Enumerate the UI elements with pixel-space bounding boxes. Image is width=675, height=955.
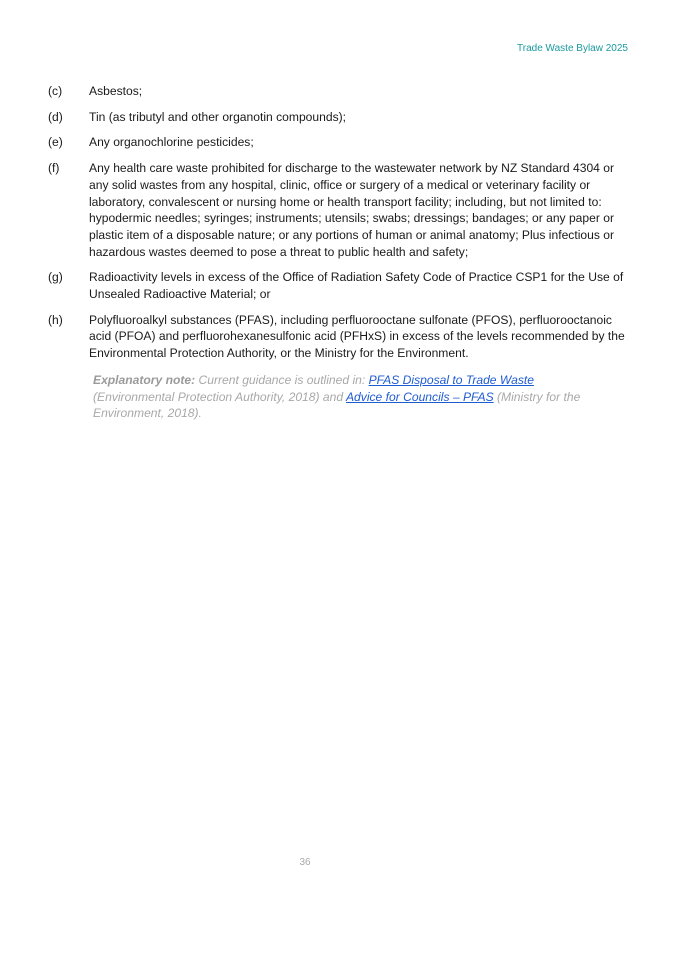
advice-for-councils-link[interactable]: Advice for Councils – PFAS: [345, 389, 494, 404]
clause-text: Any organochlorine pesticides;: [89, 135, 254, 150]
clause-list: [48, 83, 628, 371]
clause-label: (h): [48, 312, 63, 327]
note-label: Explanatory note:: [93, 373, 196, 387]
clause-d: [48, 109, 628, 126]
clause-g: [48, 269, 628, 302]
clause-f: [48, 160, 628, 260]
clause-label: (d): [48, 109, 63, 124]
clause-h: [48, 312, 628, 362]
page-number: 36: [299, 857, 311, 868]
note-intro: Current guidance is outlined in:: [195, 373, 369, 387]
explanatory-note: [93, 372, 613, 422]
clause-text: Radioactivity levels in excess of the Office of Radiation Safety Code of Practice CSP1 for the Use of Unsealed Radioactive Material; or: [89, 270, 624, 302]
note-mid: (Environmental Protection Authority, 2018) and: [93, 389, 346, 404]
clause-label: (e): [48, 135, 63, 150]
clause-e: [48, 134, 628, 151]
clause-label: (g): [48, 270, 63, 285]
clause-text: Any health care waste prohibited for discharge to the wastewater network by NZ Standard 4304 or any solid wastes from any hospital, clinic, office or surgery of a medical or veterinary facility or laboratory, convalescent or nursing home or health transport facility; including, but not limited to: hypodermic needles; syringes; instruments; utensils; swabs; dressings; bandages; or any paper or plastic item of a disposable nature; or any portions of human or animal anatomy; Plus infectious or hazardous wastes deemed to pose a threat to public health and safety;: [89, 161, 615, 259]
clause-label: (c): [48, 84, 63, 98]
clause-text: Polyfluoroalkyl substances (PFAS), including perfluorooctane sulfonate (PFOS), perfluorooctanoic acid (PFOA) and perfluorohexanesulfonic acid (PFHxS) in excess of the levels recommended by the Environmental Protection Authority, or the Ministry for the Environment.: [89, 312, 625, 361]
clause-text: Tin (as tributyl and other organotin compounds);: [89, 109, 347, 124]
pfas-disposal-link[interactable]: PFAS Disposal to Trade Waste: [368, 373, 534, 387]
clause-text: Asbestos;: [89, 84, 143, 98]
clause-c: [48, 83, 628, 100]
note-outro: (Ministry for the Environment, 2018).: [93, 389, 581, 421]
running-header: Trade Waste Bylaw 2025: [517, 43, 628, 54]
clause-label: (f): [48, 161, 60, 176]
